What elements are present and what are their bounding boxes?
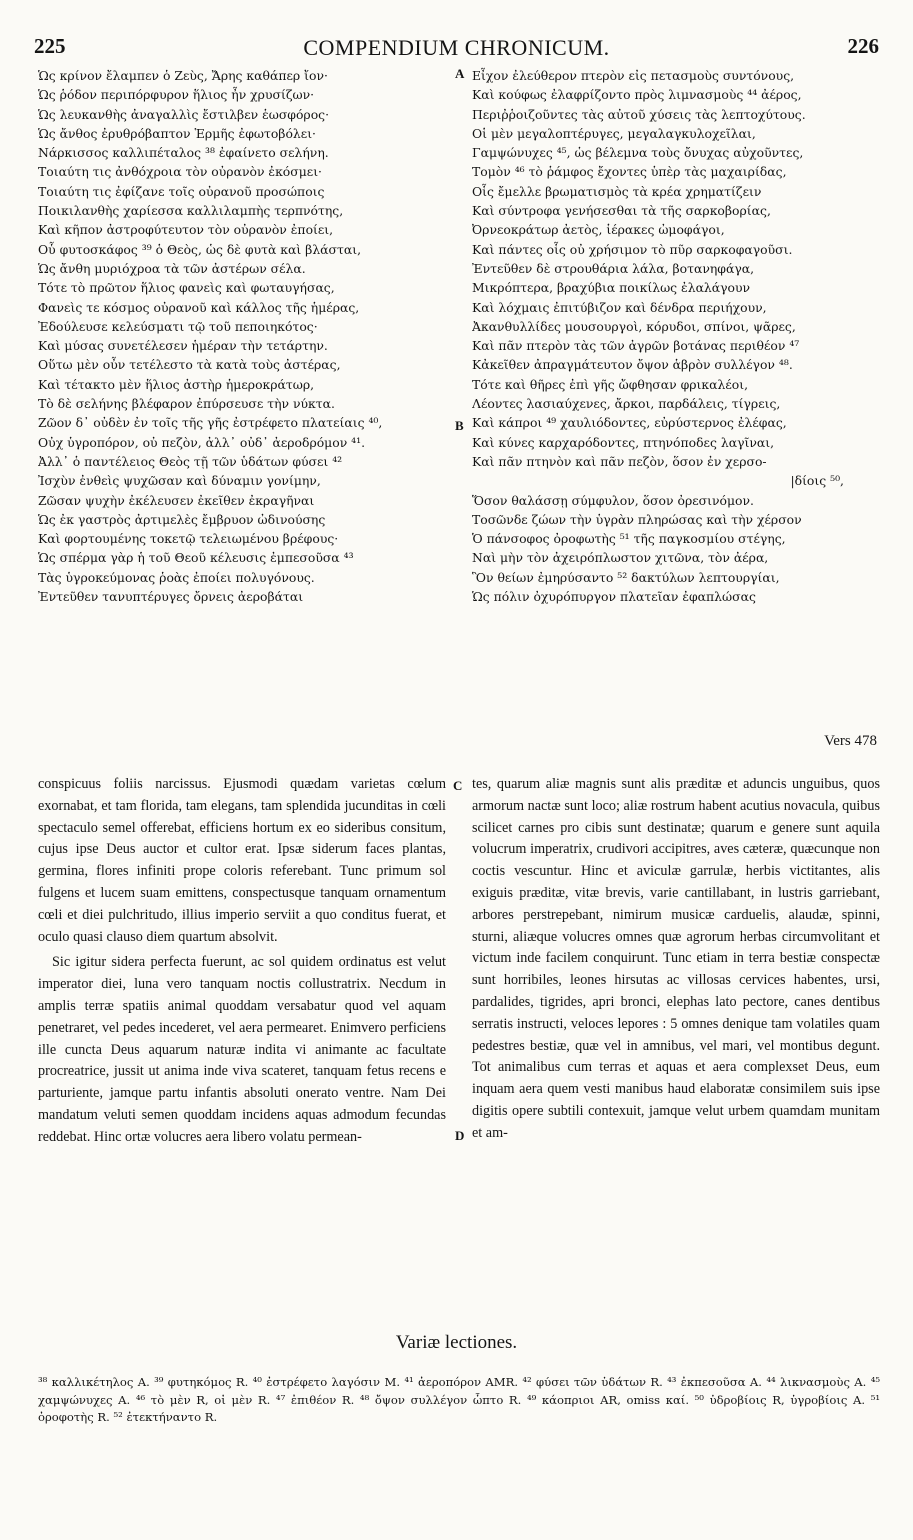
verse-line: Ὡς λευκανθὴς ἀναγαλλὶς ἔστιλβεν ἑωσφόρος·: [38, 106, 330, 122]
greek-column-right: [472, 66, 884, 606]
verse-line: Καὶ κύνες καρχαρόδοντες, πτηνόποδες λαγῖναι,: [472, 434, 775, 450]
verse-line: Γαμψώνυχες ⁴⁵, ὡς βέλεμνα τοὺς ὄνυχας αὐχοῦντες,: [472, 145, 804, 161]
verse-line: Ὡς σπέρμα γὰρ ἡ τοῦ Θεοῦ κέλευσις ἐμπεσοῦσα ⁴³: [38, 550, 354, 566]
verse-line: Ποικιλανθὴς χαρίεσσα καλλιλαμπὴς τερπνότης,: [38, 203, 344, 219]
page-number-left: 225: [34, 34, 66, 58]
verse-line: Τοιαύτη τις ἐφίζανε τοῖς οὐρανοῦ προσώποις: [38, 183, 325, 199]
verse-line: Οἱ μὲν μεγαλοπτέρυγες, μεγαλαγκυλοχεῖλαι,: [472, 125, 756, 141]
verse-line-continuation: |δίοις ⁵⁰,: [790, 473, 844, 489]
verse-line: Ἐντεῦθεν τανυπτέρυγες ὄρνεις ἀεροβάται: [38, 589, 304, 605]
verse-line: Οὗ φυτοσκάφος ³⁹ ὁ Θεὸς, ὡς δὲ φυτὰ καὶ βλάσται,: [38, 241, 362, 257]
verse-line: Ἀλλ᾽ ὁ παντέλειος Θεὸς τῇ τῶν ὑδάτων φύσει ⁴²: [38, 453, 343, 469]
verse-line: Ὀρνεοκράτωρ ἀετὸς, ἱέρακες ὠμοφάγοι,: [472, 222, 725, 238]
margin-marker-c: C: [453, 778, 463, 793]
verse-line: Οὐχ ὑγροπόρον, οὐ πεζὸν, ἀλλ᾽ οὐδ᾽ ἀεροδρόμον ⁴¹.: [38, 434, 366, 450]
verse-line: Τὰς ὑγροκεύμονας ῥοὰς ἐποίει πολυγόνους.: [38, 569, 315, 585]
margin-marker-b: B: [455, 418, 464, 433]
verse-line: Ζῶον δ᾽ οὐδὲν ἐν τοῖς τῆς γῆς ἐστρέφετο πλατείαις ⁴⁰,: [38, 415, 383, 431]
verse-line: Τὸ δὲ σελήνης βλέφαρον ἐπύρσευσε τὴν νύκτα.: [38, 396, 335, 412]
verse-line: Ὡς ἄνθη μυριόχροα τὰ τῶν ἀστέρων σέλα.: [38, 260, 306, 276]
verse-line: Ὁ πάνσοφος ὀροφωτὴς ⁵¹ τῆς παγκοσμίου στέγης,: [472, 531, 786, 547]
running-title: COMPENDIUM CHRONICUM.: [303, 35, 610, 60]
verse-line: Ὃν θείων ἐμηρύσαντο ⁵² δακτύλων λεπτουργίαι,: [472, 569, 780, 585]
margin-marker-d: D: [455, 1128, 465, 1143]
verse-line: Καὶ κῆπον ἀστροφύτευτον τὸν οὐρανὸν ἐποίει,: [38, 222, 334, 238]
verse-line: Ἰσχὺν ἐνθεὶς ψυχῶσαν καὶ δύναμιν γονίμην,: [38, 473, 321, 489]
variae-lectiones-heading: Variæ lectiones.: [395, 1332, 518, 1353]
verse-line: Καὶ πᾶν πτηνὸν καὶ πᾶν πεζὸν, ὅσον ἐν χερσο-: [472, 453, 767, 469]
verse-line: Ἐδούλευσε κελεύσματι τῷ τοῦ πεποιηκότος·: [38, 318, 318, 334]
verse-line: Ὡς πόλιν ὀχυρόπυργον πλατεῖαν ἐφαπλώσας: [472, 589, 756, 605]
verse-line: Καὶ κάπροι ⁴⁹ χαυλιόδοντες, εὐρύστερνος ἐλέφας,: [472, 415, 787, 431]
verse-line: Καὶ κούφως ἐλαφρίζοντο πρὸς λιμνασμοὺς ⁴⁴ ἀέρος,: [472, 87, 802, 103]
verse-line: Ὅσον θαλάσσῃ σύμφυλον, ὅσον ὀρεσινόμον.: [472, 492, 754, 508]
latin-column-left: [38, 774, 446, 1153]
verse-line: Τοιαύτη τις ἀνθόχροια τὸν οὐρανὸν ἐκόσμει·: [38, 164, 322, 180]
verse-line: Λέοντες λασιαύχενες, ἄρκοι, παρδάλεις, τίγρεις,: [472, 396, 781, 412]
latin-paragraph: conspicuus foliis narcissus. Ejusmodi quædam varietas cœlum exornabat, et tam florida, tam elegans, tam splendida jucunditas in cœli spectaculo semel offerebat, efficiens hortum ex eo sideribus consitum, cujus ipse Deus auctor et cultor erat. Ipsæ siderum faces plantas, germina, flores infiniti prope coloris referebant. Tunc primum sol fulgens et lucem suam emittens, conspectusque tanquam ornamentum cœli et diei pulchritudo, illius imperio serviit a quo conditus fuerat, et oculo quasi clauso diem quartum absolvit.: [38, 776, 446, 945]
verse-line: Κἀκεῖθεν ἀπραγμάτευτον ὄψον ἁβρὸν συλλέγον ⁴⁸.: [472, 357, 793, 373]
verse-line: Καὶ μύσας συνετέλεσεν ἡμέραν τὴν τετάρτην.: [38, 338, 328, 354]
verse-reference: Vers 478: [824, 733, 877, 749]
verse-line: Τότε καὶ θῆρες ἐπὶ γῆς ὤφθησαν φρικαλέοι,: [472, 376, 749, 392]
verse-line: Μικρόπτερα, βραχύβια ποικίλως ἐλαλάγουν: [472, 280, 751, 296]
verse-line: Καὶ πάντες οἷς οὐ χρήσιμον τὸ πῦρ σαρκοφαγοῦσι.: [472, 241, 793, 257]
verse-line: Τοσῶνδε ζώων τὴν ὑγρὰν πληρώσας καὶ τὴν χέρσον: [472, 511, 802, 527]
latin-paragraph: Sic igitur sidera perfecta fuerunt, ac sol quidem ordinatus est velut imperator diei, luna vero tanquam noctis collustratrix. Necdum in amplis terræ spatiis animal quoddam versabatur quod vel aquam penetraret, vel pedes incederet, vel aera permearet. Enimvero perficiens ille cuncta Deus aquarum naturæ indita vi animante ac facultate procreatrice, jussit ut anima inde viva scateret, tanquam fetus recens e parturiente, jamque partu infantis absoluti onerato ventre. Nam Dei mandatum veluti semen quoddam incidens aquas admodum fecundas reddebat. Hinc ortæ volucres aera libero volatu permean-: [38, 954, 446, 1145]
verse-line: Φανεὶς τε κόσμος οὐρανοῦ καὶ κάλλος τῆς ἡμέρας,: [38, 299, 360, 315]
verse-line: Εἶχον ἐλεύθερον πτερὸν εἰς πετασμοὺς συντόνους,: [472, 68, 795, 83]
variae-lectiones-notes: ³⁸ καλλικέτηλος A. ³⁹ φυτηκόμος R. ⁴⁰ ἐστρέφετο λαγόσιν M. ⁴¹ ἀεροπόρον AMR. ⁴² φύσει τῶν ὑδάτων R. ⁴³ ἐκπεσοῦσα A. ⁴⁴ λικνασμοὺς A. ⁴⁵ χαμψώνυχες A. ⁴⁶ τὸ μὲν R, οἱ μὲν R. ⁴⁷ ἐπιθέον R. ⁴⁸ ὄψον συλλέγον ὦπτο R. ⁴⁹ κάοπριοι AR, omiss καί. ⁵⁰ ὑδροβίοις R, ὑγροβίοις A. ⁵¹ ὀροφοτὴς R. ⁵² ἐτεκτήναντο R.: [38, 1375, 880, 1425]
verse-line: Ἀκανθυλλίδες μουσουργοὶ, κόρυδοι, σπίνοι, ψᾶρες,: [472, 318, 796, 334]
verse-line: Ὡς ῥόδον περιπόρφυρον ἥλιος ἦν χρυσίζων·: [38, 87, 315, 103]
verse-line: Τότε τὸ πρῶτον ἥλιος φανεὶς καὶ φωταυγήσας,: [38, 280, 335, 296]
verse-line: Καὶ λόχμαις ἐπιτύβιζον καὶ δένδρα περιήχουν,: [472, 299, 767, 315]
verse-line: Περιῤῥοιζοῦντες τὰς αὐτοῦ χύσεις τὰς λεπτοχύτους.: [472, 106, 806, 122]
verse-line: Ζῶσαν ψυχὴν ἐκέλευσεν ἐκεῖθεν ἐκραγῆναι: [38, 492, 315, 508]
verse-line: Ὡς ἐκ γαστρὸς ἀρτιμελὲς ἔμβρυον ὠδινούσης: [38, 511, 326, 527]
verse-line: Ὡς ἄνθος ἐρυθρόβαπτον Ἑρμῆς ἐφωτοβόλει·: [38, 125, 316, 141]
verse-line: Καὶ τέτακτο μὲν ἥλιος ἀστὴρ ἡμεροκράτωρ,: [38, 376, 315, 392]
verse-line: Καὶ φορτουμένης τοκετῷ τελειωμένου βρέφους·: [38, 531, 339, 547]
verse-line: Καὶ πᾶν πτερὸν τὰς τῶν ἀγρῶν βοτάνας περιθέον ⁴⁷: [472, 338, 800, 354]
verse-line: Ἐντεῦθεν δὲ στρουθάρια λάλα, βοτανηφάγα,: [472, 260, 755, 276]
page-header: [34, 34, 879, 62]
verse-line: Ὡς κρίνον ἔλαμπεν ὁ Ζεὺς, Ἄρης καθάπερ ἴον·: [38, 68, 328, 83]
margin-marker-a: A: [455, 66, 465, 81]
latin-paragraph: tes, quarum aliæ magnis sunt alis præditæ et aduncis unguibus, quos armorum nactæ sunt loco; aliæ rostrum habent acutius novacula, quibus scilicet carnes pro cibis sunt destinatæ; quarum e genere sunt aquila volucrum imperatrix, crudivori accipitres, aves cæteræ, quæcunque non coctis vescuntur. Hinc et aviculæ garrulæ, herbis victitantes, alis exiguis præditæ, vitæ brevis, varie cantillabant, in lustris garriebant, arbores perstrepebant, nimirum musicæ carduelis, alaudæ, spinni, sturni, aliæque volucres omnes quæ agrorum herbas circumvolitant et victum inde facilem conquirunt. Tunc etiam in terra bestiæ conspectæ sunt horribiles, leones hirsutas ac villosas cervices habentes, ursi, pardalides, tigrides, apri bronci, elephas lato pectore, canes dentibus serratis instructi, veloces lepores : 5 omnes denique tam volatiles quam pedestres bestiæ, quæ vel in amnibus, vel mari, vel montibus degunt. Tot animalibus cum terras et aquas et aera complexset Deus, eum inquam aera quem vesti manibus haud elaboratæ consimilem suis ipse digitis opere subtili contexuit, jamque velut urbem quamdam munitam et am-: [472, 776, 880, 1141]
verse-line: Οὕτω μὲν οὖν τετέλεστο τὰ κατὰ τοὺς ἀστέρας,: [38, 357, 341, 373]
verse-line: Καὶ σύντροφα γενήσεσθαι τὰ τῆς σαρκοβορίας,: [472, 203, 771, 219]
latin-column-right: [472, 774, 880, 1149]
verse-line: Νάρκισσος καλλιπέταλος ³⁸ ἐφαίνετο σελήνη.: [38, 145, 329, 161]
greek-column-left: [38, 66, 458, 606]
page-number-right: 226: [847, 34, 879, 58]
verse-line: Ναὶ μὴν τὸν ἀχειρόπλωστον χιτῶνα, τὸν ἀέρα,: [472, 550, 769, 566]
verse-line: Τομὸν ⁴⁶ τὸ ῥάμφος ἔχοντες ὑπὲρ τὰς μαχαιρίδας,: [472, 164, 787, 180]
verse-line: Οἷς ἔμελλε βρωματισμὸς τὰ κρέα χρηματίζειν: [472, 183, 762, 199]
